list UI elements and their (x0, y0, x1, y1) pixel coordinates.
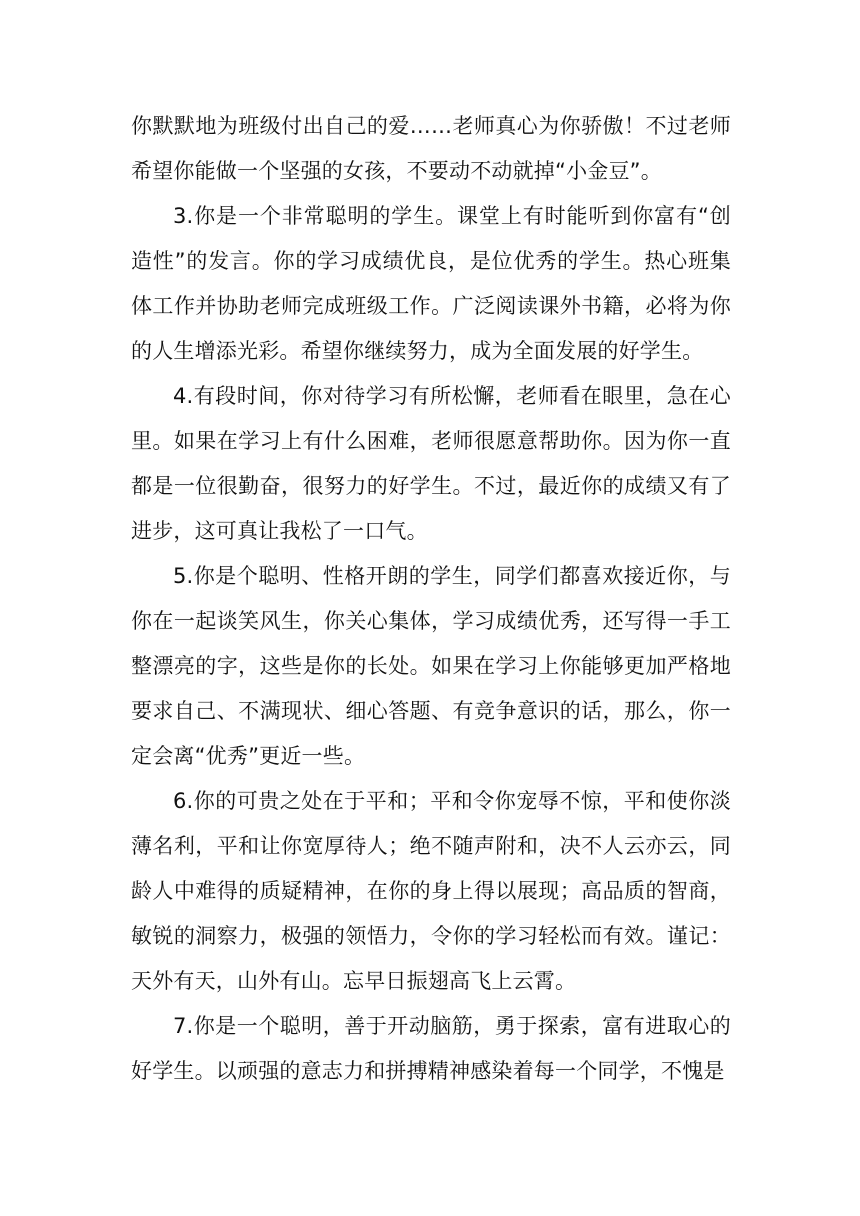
paragraph-comment-4: 4.有段时间，你对待学习有所松懈，老师看在眼里，急在心里。如果在学习上有什么困难，老师很愿意帮助你。因为你一直都是一位很勤奋，很努力的好学生。不过，最近你的成绩又有了进步，这可真让我松了一口气。 (131, 384, 731, 543)
paragraph-continued: 你默默地为班级付出自己的爱……老师真心为你骄傲！不过老师希望你能做一个坚强的女孩，不要动不动就掉“小金豆”。 (131, 114, 731, 183)
paragraph-comment-7: 7.你是一个聪明，善于开动脑筋，勇于探索，富有进取心的好学生。以顽强的意志力和拼搏精神感染着每一个同学，不愧是 (131, 1014, 731, 1083)
document-body (131, 104, 731, 1094)
paragraph-comment-5: 5.你是个聪明、性格开朗的学生，同学们都喜欢接近你，与你在一起谈笑风生，你关心集体，学习成绩优秀，还写得一手工整漂亮的字，这些是你的长处。如果在学习上你能够更加严格地要求自己、不满现状、细心答题、有竞争意识的话，那么，你一定会离“优秀”更近一些。 (131, 564, 731, 768)
paragraph-comment-3: 3.你是一个非常聪明的学生。课堂上有时能听到你富有“创造性”的发言。你的学习成绩优良，是位优秀的学生。热心班集体工作并协助老师完成班级工作。广泛阅读课外书籍，必将为你的人生增添光彩。希望你继续努力，成为全面发展的好学生。 (131, 204, 731, 363)
paragraph-comment-6: 6.你的可贵之处在于平和；平和令你宠辱不惊，平和使你淡薄名利，平和让你宽厚待人；绝不随声附和，决不人云亦云，同龄人中难得的质疑精神，在你的身上得以展现；高品质的智商，敏锐的洞察力，极强的领悟力，令你的学习轻松而有效。谨记：天外有天，山外有山。忘早日振翅高飞上云霄。 (131, 789, 731, 993)
